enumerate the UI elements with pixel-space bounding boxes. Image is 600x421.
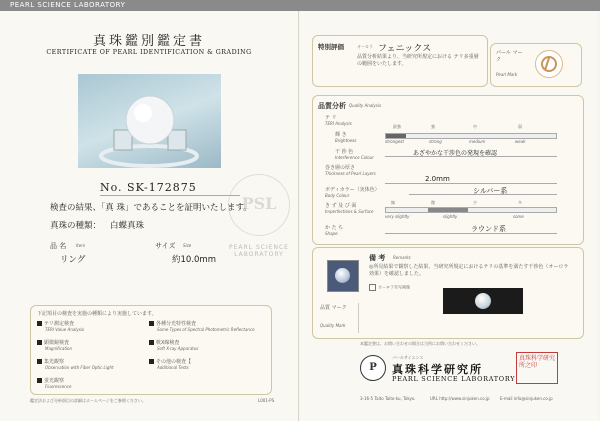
surface-en: Imperfections & Surface	[325, 209, 374, 214]
teri-scale-en-2: medium	[469, 139, 486, 144]
surface-scale-3: 多	[518, 200, 522, 205]
special-note: 品質分析結果より、当研究所規定における テリ多重層の範囲をいたします。	[357, 54, 479, 67]
shape-label: か た ち	[325, 225, 344, 231]
exam-other-en: Additional Tests	[157, 365, 189, 370]
exam-fluorescence-en: Fluorescence	[45, 384, 72, 389]
cert-no-rule	[100, 195, 240, 196]
quality-en: Quality Analysis	[349, 103, 382, 108]
exam-teri: テリ測定検査	[44, 321, 75, 327]
shape-en: Shape	[325, 231, 338, 236]
teri-scale-en-1: strong	[429, 139, 442, 144]
item-label: 品 名	[50, 242, 67, 250]
top-brand-bar	[0, 0, 600, 11]
exam-title: 下記項目の検査を実施の種類により実施しています。	[37, 311, 157, 317]
pearl-kind-value: 白蝶真珠	[110, 221, 145, 231]
shine-label: 輝 き	[335, 132, 347, 138]
address: 3-16-5 Taito Taito-ku, Tokyo.	[360, 396, 416, 401]
checkbox-icon	[37, 359, 42, 364]
checkbox-icon	[149, 321, 154, 326]
surface-label: き ず 及 び 面	[325, 203, 357, 209]
exam-microscope-en: Magnification	[45, 346, 72, 351]
form-code: L001-PS	[258, 398, 275, 403]
left-page	[0, 11, 299, 421]
teri-scale-1: 強	[431, 124, 435, 129]
shine-en: Brightness	[335, 138, 357, 143]
exam-fluorescence: 蛍光観察	[44, 378, 65, 384]
url: URL http://www.sinjuken.co.jp	[430, 396, 490, 401]
exam-spectral-en: Some Types of Spectral Photometric Reflectance	[157, 327, 255, 332]
exam-light-en: Observation with Fiber Optic Light	[45, 365, 114, 370]
quality-title: 品質分析	[318, 102, 346, 110]
lab-logo-icon: P	[360, 355, 386, 381]
pearl-ring-photo	[78, 74, 221, 168]
body-rule	[409, 194, 557, 195]
aurora-photo-large	[443, 288, 523, 314]
special-sub: オーロラ	[357, 44, 373, 49]
footer-note: 鑑定法および分析項目の詳細はホームページをご参照ください。	[30, 398, 146, 403]
item-value: リング	[60, 255, 86, 265]
teri-scale-en-3: weak	[515, 139, 526, 144]
size-value: 約10.0mm	[172, 255, 216, 265]
exam-other: その他の検査【	[156, 359, 192, 365]
checkbox-icon	[37, 378, 42, 383]
exam-light: 集光観察	[44, 359, 65, 365]
remarks-title: 備 考	[369, 254, 386, 262]
remarks-text: ◎所見結果で観察した結果、当研究所規定におけるテリの基準を満たす干渉色（オーロラ効果）を確認しました。	[369, 264, 569, 277]
email: E-mail info@sinjuken.co.jp	[500, 396, 553, 401]
quality-analysis-box	[312, 95, 584, 245]
pearl-kind-label: 真珠の種類：	[50, 221, 102, 231]
surface-scale-2: 少	[473, 200, 477, 205]
surface-scale-en-2: some	[513, 214, 524, 219]
exam-microscope: 顕微鏡検査	[44, 340, 70, 346]
pearl-mark-icon	[535, 50, 563, 78]
remarks-box	[312, 247, 584, 339]
checkbox-icon	[149, 359, 154, 364]
item-label-en: Item	[76, 243, 86, 248]
size-label: サイズ	[155, 242, 176, 250]
special-label: 特別評価	[318, 43, 344, 51]
special-value: フェニックス	[378, 44, 432, 54]
layer-value: 2.0mm	[425, 175, 450, 183]
surface-scale-en-1: slightly	[443, 214, 458, 219]
body-en: Body Colour	[325, 193, 350, 198]
quality-mark-label: 品質 マーク	[320, 305, 347, 311]
pearl-mark-label: パール マーク	[496, 50, 523, 63]
body-label: ボディカラー（実体色）	[325, 187, 380, 193]
quality-mark-en: Quality Mark	[320, 323, 346, 328]
teri-scale-0: 最強	[393, 124, 401, 129]
exam-xray: 軟X線検査	[156, 340, 180, 346]
teri-label: テ リ	[325, 115, 337, 121]
remarks-en: Remarks	[393, 255, 411, 260]
layer-rule	[385, 183, 557, 184]
checkbox-icon	[37, 340, 42, 345]
statement: 検査の結果、「真 珠」であることを証明いたします。	[50, 203, 252, 213]
special-eval-box	[312, 35, 488, 87]
watermark-text: PEARL SCIENCE LABORATORY	[229, 244, 289, 258]
lab-name-jp: 真珠科学研究所	[392, 363, 483, 376]
checkbox-icon	[149, 340, 154, 345]
lab-name-small: パールサイエンス	[392, 355, 424, 360]
interference-value: あざやかな干渉色の発現を確認	[413, 150, 498, 157]
teri-scale-2: 中	[473, 124, 477, 129]
shape-value: ラウンド系	[471, 225, 506, 233]
surface-scale-1: 微	[431, 200, 435, 205]
pearl-mark-en: Pearl Mark	[496, 72, 518, 77]
remarks-sub: オーロラ実写画像	[378, 284, 410, 290]
certificate-number: No. SK-172875	[100, 181, 197, 194]
exam-teri-en: TERI Value Analysis	[45, 327, 84, 332]
title-en: CERTIFICATE OF PEARL IDENTIFICATION & GRADING	[46, 49, 252, 56]
red-seal-stamp	[516, 352, 558, 384]
layer-en: Thickness of Pearl Layers	[325, 171, 376, 176]
seal-text: 真珠科学研究所之印	[519, 355, 556, 369]
lab-name-en: PEARL SCIENCE LABORATORY	[392, 375, 516, 383]
teri-scale-en-0: strongest	[385, 139, 404, 144]
layer-label: 巻き層の厚さ	[325, 165, 356, 171]
interference-label: 干 渉 色	[335, 149, 354, 155]
interference-en: Interference Colour	[335, 155, 374, 160]
teri-en: TERI Analysis	[325, 121, 352, 126]
exam-xray-en: Soft X-ray Apparatus	[157, 346, 199, 351]
right-page	[300, 11, 598, 421]
size-label-en: Size	[183, 243, 192, 248]
title-jp: 真珠鑑別鑑定書	[92, 34, 205, 49]
checkbox-icon	[369, 284, 376, 291]
pearl-mark-box	[490, 43, 582, 87]
teri-scale-3: 弱	[518, 124, 522, 129]
exam-box	[30, 305, 272, 395]
watermark-seal: PSL	[228, 174, 290, 236]
surface-scale-en-0: very slightly	[385, 214, 410, 219]
brand-label: PEARL SCIENCE LABORATORY	[10, 1, 126, 9]
aurora-photo-small	[327, 260, 359, 292]
shape-rule	[385, 233, 557, 234]
quality-mark-cell	[318, 303, 359, 333]
body-value: シルバー系	[473, 187, 508, 195]
exam-spectral: 各種分光特性検査	[156, 321, 197, 327]
checkbox-icon	[37, 321, 42, 326]
interference-rule	[385, 156, 557, 157]
surface-bar	[385, 207, 557, 213]
bottom-note: 本鑑定書は、お問い合わせの場合は当所にお問い合わせください。	[360, 341, 480, 346]
surface-scale-0: 無	[391, 200, 395, 205]
